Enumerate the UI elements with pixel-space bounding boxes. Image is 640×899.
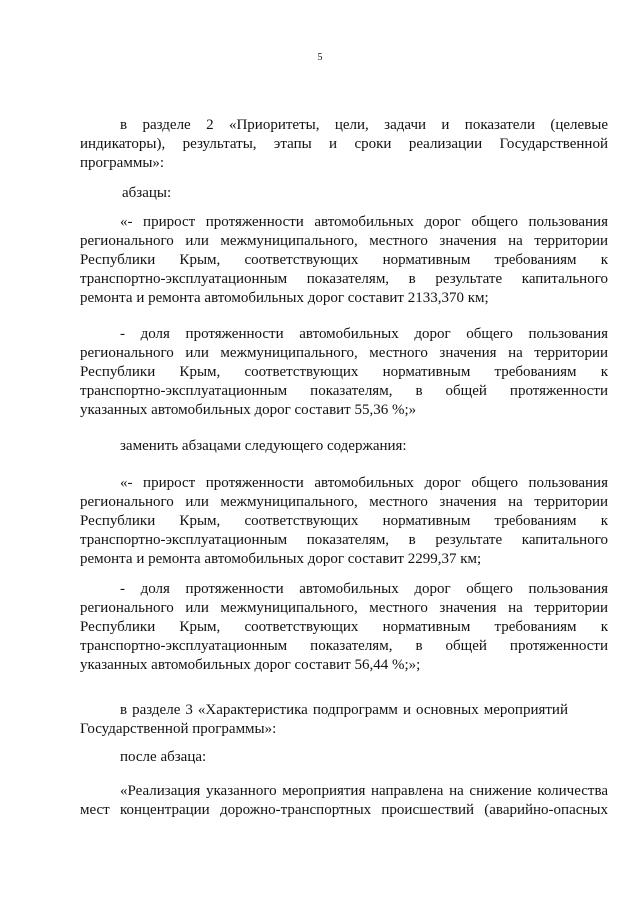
paragraph-line: мест концентрации дорожно-транспортных происшествий (аварийно-опасных (80, 802, 608, 818)
paragraph-line: Республики Крым, соответствующих нормативным требованиям к (80, 619, 608, 635)
paragraph-replace-with: заменить абзацами следующего содержания: (120, 438, 407, 454)
paragraph-line: Республики Крым, соответствующих нормативным требованиям к (80, 364, 608, 380)
paragraph-line: транспортно-эксплуатационным показателям, в результате капитального (80, 532, 608, 548)
paragraph-line: индикаторы), результаты, этапы и сроки реализации Государственной (80, 136, 608, 152)
paragraph-line: - доля протяженности автомобильных дорог общего пользования (120, 326, 608, 342)
paragraph-line: Республики Крым, соответствующих нормативным требованиям к (80, 513, 608, 529)
paragraph-line: регионального или межмуниципального, местного значения на территории (80, 345, 608, 361)
paragraph-line: транспортно-эксплуатационным показателям, в общей протяженности (80, 383, 608, 399)
paragraph-line: программы»: (80, 155, 165, 171)
paragraph-new-share (80, 580, 608, 675)
paragraph-line: ремонта и ремонта автомобильных дорог составит 2299,37 км; (80, 551, 482, 567)
paragraph-line: указанных автомобильных дорог составит 55,36 %;» (80, 402, 417, 418)
paragraph-line: - доля протяженности автомобильных дорог общего пользования (120, 581, 608, 597)
paragraph-line: в разделе 2 «Приоритеты, цели, задачи и показатели (целевые (120, 117, 608, 133)
paragraph-line: регионального или межмуниципального, местного значения на территории (80, 233, 608, 249)
paragraph-quote-start (80, 782, 608, 820)
page-number: 5 (317, 52, 323, 63)
paragraph-line: Государственной программы»: (80, 721, 277, 737)
paragraph-line: указанных автомобильных дорог составит 56,44 %;»; (80, 657, 421, 673)
paragraph-line: «Реализация указанного мероприятия направлена на снижение количества (120, 783, 608, 799)
paragraph-line: транспортно-эксплуатационным показателям, в результате капитального (80, 271, 608, 287)
paragraph-line: ремонта и ремонта автомобильных дорог составит 2133,370 км; (80, 290, 489, 306)
paragraph-line: транспортно-эксплуатационным показателям, в общей протяженности (80, 638, 608, 654)
paragraph-after-paragraph: после абзаца: (120, 749, 207, 765)
paragraph-line: «- прирост протяженности автомобильных дорог общего пользования (120, 475, 608, 491)
paragraph-line: регионального или межмуниципального, местного значения на территории (80, 600, 608, 616)
paragraph-line: в разделе 3 «Характеристика подпрограмм и основных мероприятий (120, 702, 568, 718)
paragraph-abzatsy: абзацы: (122, 185, 172, 201)
paragraph-line: регионального или межмуниципального, местного значения на территории (80, 494, 608, 510)
paragraph-new-increase (80, 474, 608, 569)
paragraph-line: Республики Крым, соответствующих нормативным требованиям к (80, 252, 608, 268)
paragraph-old-share (80, 325, 608, 420)
paragraph-section-3-intro (80, 701, 568, 739)
paragraph-line: «- прирост протяженности автомобильных дорог общего пользования (120, 214, 608, 230)
paragraph-section-2-intro (80, 116, 608, 173)
paragraph-old-increase (80, 213, 608, 308)
